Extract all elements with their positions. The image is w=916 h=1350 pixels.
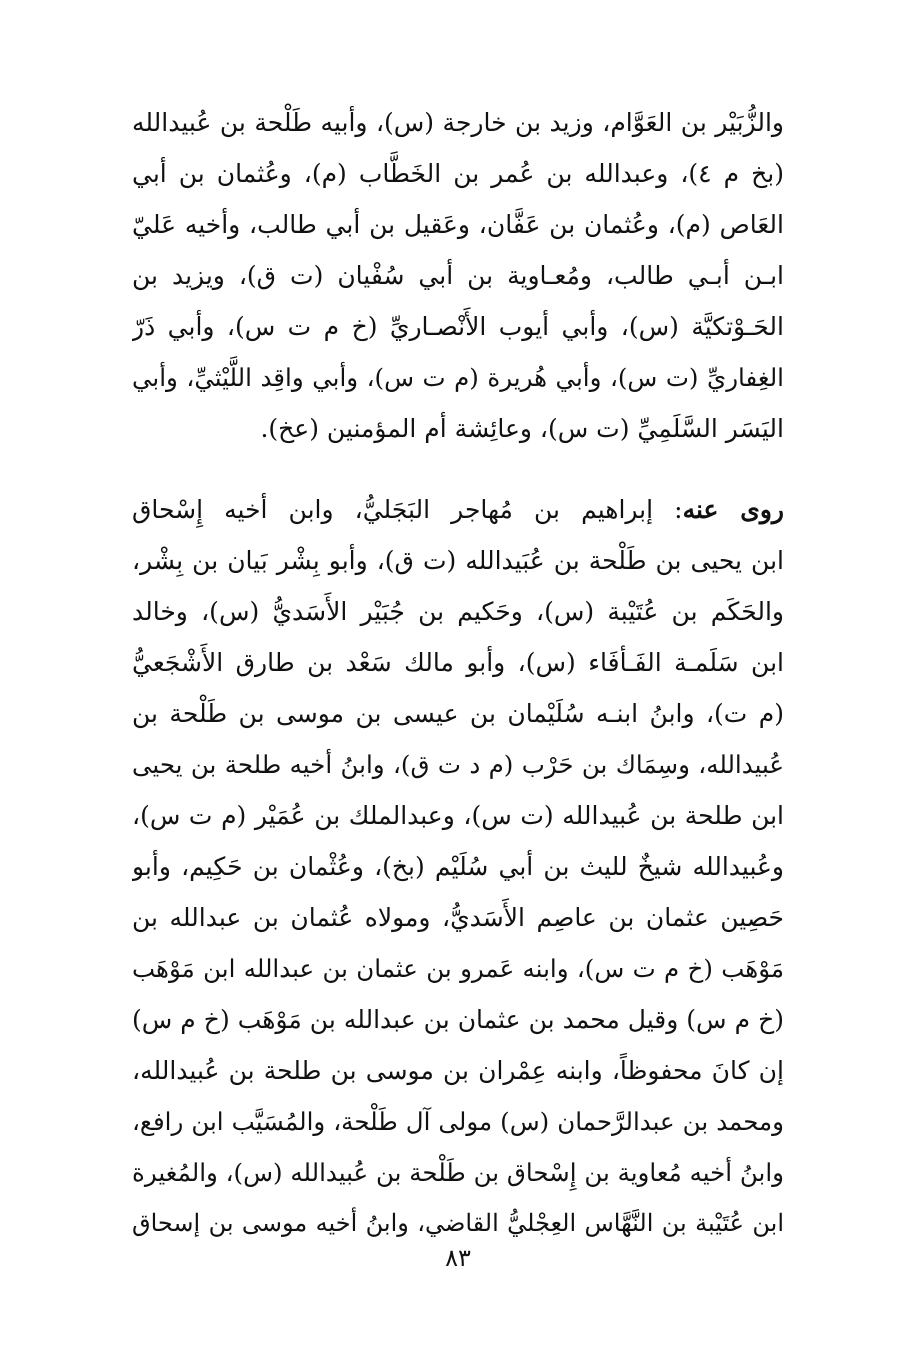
- text-line: [132, 484, 784, 535]
- text-line: العَاص (م)، وعُثمان بن عَفَّان، وعَقيل بن أبي طالب، وأخيه عَليّ: [132, 210, 784, 239]
- text-line: الحَـوْتكيَّة (س)، وأبي أيوب الأَنْصـاريِّ (خ م ت س)، وأبي ذَرّ: [132, 312, 784, 341]
- text-line: ابن عُتَيْبة بن النَّهَّاس العِجْليُّ القاضي، وابنُ أخيه موسى بن إسحاق: [132, 1209, 784, 1237]
- text-line: حَصِين عثمان بن عاصِم الأَسَديُّ، ومولاه عُثمان بن عبدالله بن: [132, 903, 784, 932]
- text-line: ابـن أبـي طالب، ومُعـاوية بن أبي سُفْيان (ت ق)، ويزيد بن: [132, 261, 784, 290]
- text-line: اليَسَر السَّلَمِيِّ (ت س)، وعائِشة أم المؤمنين (عخ).: [260, 414, 784, 443]
- text-line: ابن سَلَمـة الفَـأفَاء (س)، وأبو مالك سَعْد بن طارق الأَشْجَعيُّ: [132, 648, 784, 677]
- text-line: ابن طلحة بن عُبيدالله (ت س)، وعبدالملك بن عُمَيْر (م ت س)،: [132, 801, 784, 830]
- text-line: مَوْهَب (خ م ت س)، وابنه عَمرو بن عثمان بن عبدالله ابن مَوْهَب: [132, 954, 784, 983]
- text-line: (خ م س) وقيل محمد بن عثمان بن عبدالله بن مَوْهَب (خ م س): [132, 1005, 784, 1034]
- text-line: وابنُ أخيه مُعاوية بن إِسْحاق بن طَلْحة بن عُبيدالله (س)، والمُغيرة: [132, 1158, 784, 1187]
- teachers-paragraph: [132, 97, 784, 454]
- text-line: إن كانَ محفوظاً، وابنه عِمْران بن موسى بن طلحة بن عُبيدالله،: [132, 1056, 784, 1085]
- text-line: والزُّبَيْر بن العَوَّام، وزيد بن خارجة (س)، وأبيه طَلْحة بن عُبيدالله: [132, 108, 784, 137]
- text-line: وعُبيدالله شيخٌ لليث بن أبي سُلَيْم (بخ)، وعُثْمان بن حَكِيم، وأبو: [132, 852, 784, 881]
- text-line: والحَكَم بن عُتَيْبة (س)، وحَكيم بن جُبَيْر الأَسَديُّ (س)، وخالد: [132, 597, 784, 626]
- section-lead-label: روى عنه: [682, 495, 784, 524]
- text-line: الغِفاريِّ (ت س)، وأبي هُريرة (م ت س)، وأبي واقِد اللَّيْثيِّ، وأبي: [132, 363, 784, 392]
- text-line-rest: : إبراهيم بن مُهاجر البَجَليُّ، وابن أخيه إِسْحاق: [132, 495, 683, 524]
- text-line: (م ت)، وابنُ ابنـه سُلَيْمان بن عيسى بن موسى بن طَلْحة بن: [132, 699, 784, 728]
- narrators-paragraph: [132, 484, 784, 1249]
- text-line: ومحمد بن عبدالرَّحمان (س) مولى آل طَلْحة، والمُسَيَّب ابن رافع،: [132, 1107, 784, 1136]
- text-line: عُبيدالله، وسِمَاك بن حَرْب (م د ت ق)، وابنُ أخيه طلحة بن يحيى: [132, 750, 784, 779]
- page-number: ٨٣: [445, 1244, 471, 1272]
- text-line: (بخ م ٤)، وعبدالله بن عُمر بن الخَطَّاب (م)، وعُثمان بن أبي: [132, 159, 784, 188]
- text-line: ابن يحيى بن طَلْحة بن عُبَيدالله (ت ق)، وأبو بِشْر بَيان بن بِشْر،: [132, 546, 784, 575]
